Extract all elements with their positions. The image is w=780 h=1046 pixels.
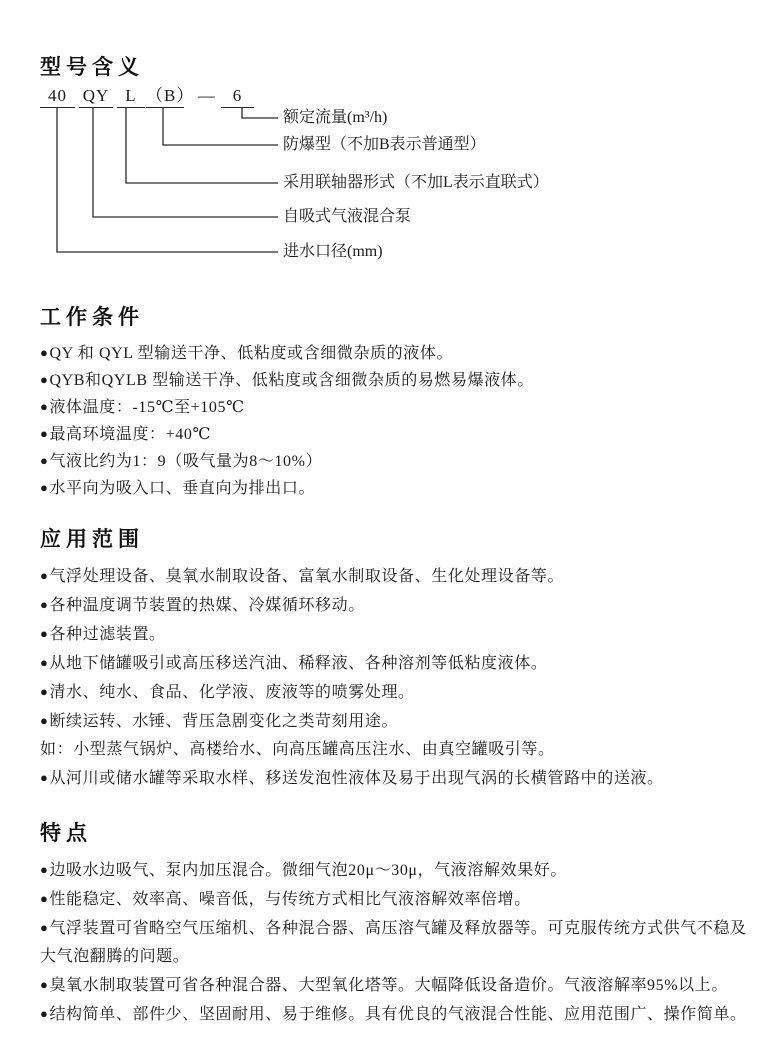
list-item-text: 各种过滤装置。 xyxy=(49,626,166,643)
section-title-application-scope: 应用范围 xyxy=(40,528,144,551)
list-item-text: 气浮装置可省略空气压缩机、各种混合器、高压溶气罐及释放器等。可克服传统方式供气不稳及大气泡翻腾的问题。 xyxy=(40,920,747,965)
bullet-icon: ● xyxy=(40,480,49,495)
list-item xyxy=(40,971,755,1000)
list-item xyxy=(40,340,755,367)
list-item xyxy=(40,914,755,971)
list-item xyxy=(40,764,755,793)
list-item-text: 从地下储罐吸引或高压移送汽油、稀释液、各种溶剂等低粘度液体。 xyxy=(49,655,548,672)
list-item xyxy=(40,707,755,736)
list-item-text: 水平向为吸入口、垂直向为排出口。 xyxy=(49,480,316,497)
model-code-part-explosionproof: （B） xyxy=(146,86,184,108)
model-code-part-coupling: L xyxy=(117,86,145,108)
bullet-icon: ● xyxy=(40,977,49,992)
section-title-model-meaning: 型号含义 xyxy=(40,56,144,79)
list-item xyxy=(40,367,755,394)
list-item-text: QYB和QYLB 型输送干净、低粘度或含细微杂质的易燃易爆液体。 xyxy=(49,372,534,389)
working-conditions-list xyxy=(40,340,755,502)
bullet-icon: ● xyxy=(40,862,49,877)
list-item xyxy=(40,678,755,707)
list-item xyxy=(40,649,755,678)
bullet-icon: ● xyxy=(40,568,49,583)
list-item-text: 断续运转、水锤、背压急剧变化之类苛刻用途。 xyxy=(49,713,399,730)
list-item xyxy=(40,394,755,421)
bullet-icon: ● xyxy=(40,891,49,906)
list-item xyxy=(40,620,755,649)
bullet-icon: ● xyxy=(40,920,49,935)
list-item xyxy=(40,448,755,475)
bullet-icon: ● xyxy=(40,1006,49,1021)
model-code-part-rated-flow: 6 xyxy=(221,86,254,108)
list-item xyxy=(40,421,755,448)
list-item-text: 清水、纯水、食品、化学液、废液等的喷雾处理。 xyxy=(49,684,415,701)
section-application-scope xyxy=(40,528,755,793)
list-item xyxy=(40,885,755,914)
bullet-icon: ● xyxy=(40,453,49,468)
model-diagram-label-pump-type: 自吸式气液混合泵 xyxy=(283,208,412,225)
list-item-text: 臭氧水制取装置可省各种混合器、大型氧化塔等。大幅降低设备造价。气液溶解率95%以上。 xyxy=(49,977,728,994)
list-item-text: 从河川或储水罐等采取水样、移送发泡性液体及易于出现气涡的长横管路中的送液。 xyxy=(49,770,664,787)
section-title-features: 特点 xyxy=(40,822,92,845)
list-item-text: 最高环境温度：+40℃ xyxy=(49,426,211,443)
bullet-icon: ● xyxy=(40,684,49,699)
list-item-text: 边吸水边吸气、泵内加压混合。微细气泡20μ～30μ，气液溶解效果好。 xyxy=(49,862,568,879)
model-diagram-label-rated-flow: 额定流量(m³/h) xyxy=(283,109,388,126)
model-code-part-flow-size: 40 xyxy=(40,86,75,108)
bullet-icon: ● xyxy=(40,345,49,360)
bullet-icon: ● xyxy=(40,399,49,414)
section-working-conditions xyxy=(40,306,755,502)
bullet-icon: ● xyxy=(40,426,49,441)
list-item-text: 液体温度：-15℃至+105℃ xyxy=(49,399,245,416)
model-code-diagram xyxy=(40,86,760,276)
list-item-text: 气液比约为1：9（吸气量为8～10%） xyxy=(49,453,323,470)
bullet-icon: ● xyxy=(40,626,49,641)
list-item-note xyxy=(40,736,755,764)
section-title-working-conditions: 工作条件 xyxy=(40,306,144,329)
bullet-icon: ● xyxy=(40,770,49,785)
model-code-dash: — xyxy=(198,86,216,105)
list-item-text: 如：小型蒸气锅炉、高楼给水、向高压罐高压注水、由真空罐吸引等。 xyxy=(40,741,555,758)
list-item xyxy=(40,475,755,502)
model-diagram-label-explosionproof: 防爆型（不加B表示普通型） xyxy=(283,136,486,153)
list-item xyxy=(40,1000,755,1029)
bullet-icon: ● xyxy=(40,372,49,387)
list-item xyxy=(40,856,755,885)
bullet-icon: ● xyxy=(40,655,49,670)
model-diagram-label-inlet-diameter: 进水口径(mm) xyxy=(283,243,383,260)
list-item xyxy=(40,562,755,591)
model-diagram-label-coupling: 采用联轴器形式（不加L表示直联式） xyxy=(283,174,549,191)
list-item xyxy=(40,591,755,620)
list-item-text: 结构简单、部件少、坚固耐用、易于维修。具有优良的气液混合性能、应用范围广、操作简单。 xyxy=(49,1006,747,1023)
list-item-text: 性能稳定、效率高、噪音低，与传统方式相比气液溶解效率倍增。 xyxy=(49,891,531,908)
application-scope-list xyxy=(40,562,755,793)
section-features xyxy=(40,822,755,1029)
features-list xyxy=(40,856,755,1029)
model-code-part-series: QY xyxy=(79,86,113,108)
list-item-text: 各种温度调节装置的热媒、冷媒循环移动。 xyxy=(49,597,365,614)
bullet-icon: ● xyxy=(40,597,49,612)
list-item-text: QY 和 QYL 型输送干净、低粘度或含细微杂质的液体。 xyxy=(49,345,454,362)
bullet-icon: ● xyxy=(40,713,49,728)
list-item-text: 气浮处理设备、臭氧水制取设备、富氧水制取设备、生化处理设备等。 xyxy=(49,568,565,585)
